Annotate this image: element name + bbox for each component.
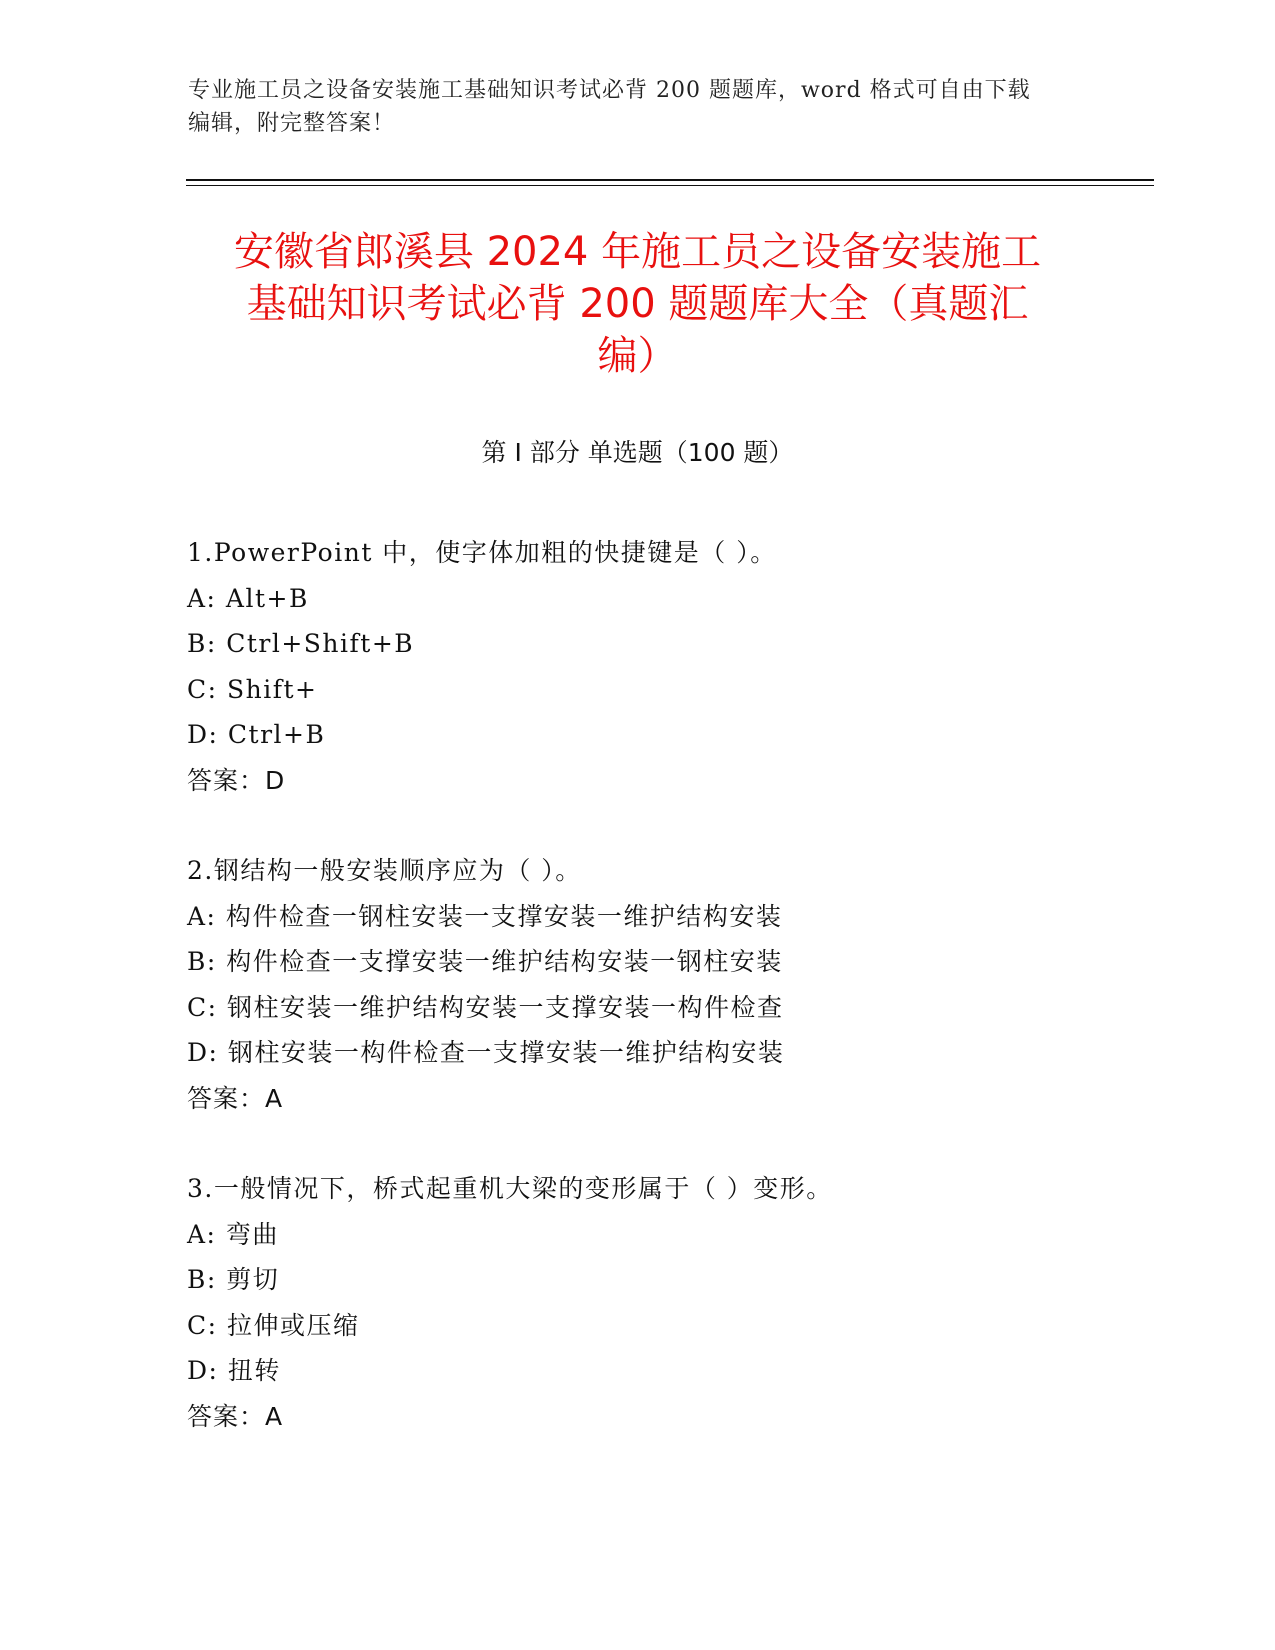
question-answer: 答案：A: [187, 1083, 284, 1113]
document-title: [160, 226, 1115, 382]
document-title-line-2: 基础知识考试必背 200 题题库大全（真题汇: [246, 281, 1029, 327]
header-rule-thin: [186, 185, 1154, 186]
question-answer: 答案：A: [187, 1401, 284, 1431]
header-note-line-1: 专业施工员之设备安装施工基础知识考试必背 200 题题库，word 格式可自由下载: [188, 78, 1031, 103]
question-item: [187, 848, 1137, 1121]
question-option-d: D: 钢柱安装一构件检查一支撑安装一维护结构安装: [187, 1038, 785, 1067]
section-heading: 第 I 部分 单选题（100 题）: [481, 438, 794, 467]
question-option-b: B: Ctrl+Shift+B: [187, 629, 415, 658]
question-option-d: D: 扭转: [187, 1356, 281, 1385]
question-item: [187, 1166, 1137, 1439]
document-title-line-1: 安徽省郎溪县 2024 年施工员之设备安装施工: [233, 229, 1042, 275]
header-rule-thick: [186, 179, 1154, 181]
question-option-a: A: 弯曲: [187, 1219, 279, 1249]
document-title-line-3: 编）: [597, 333, 678, 379]
question-option-d: D: Ctrl+B: [187, 720, 326, 749]
question-option-a: A: Alt+B: [187, 583, 309, 613]
header-note-line-2: 编辑，附完整答案！: [188, 111, 396, 136]
question-option-c: C: 拉伸或压缩: [187, 1310, 360, 1340]
question-stem: 1.PowerPoint 中，使字体加粗的快捷键是（ ）。: [187, 538, 777, 567]
header-note: [188, 74, 1088, 140]
question-answer: 答案：D: [187, 765, 286, 795]
question-option-b: B: 构件检查一支撑安装一维护结构安装一钢柱安装: [187, 947, 783, 976]
question-stem: 3.一般情况下，桥式起重机大梁的变形属于（ ）变形。: [187, 1174, 833, 1203]
question-list: [187, 530, 1137, 1484]
question-option-b: B: 剪切: [187, 1265, 280, 1294]
question-stem: 2.钢结构一般安装顺序应为（ ）。: [187, 856, 582, 885]
question-option-c: C: 钢柱安装一维护结构安装一支撑安装一构件检查: [187, 992, 784, 1022]
question-option-a: A: 构件检查一钢柱安装一支撑安装一维护结构安装: [187, 901, 783, 931]
question-item: [187, 530, 1137, 803]
question-option-c: C: Shift+: [187, 674, 318, 704]
